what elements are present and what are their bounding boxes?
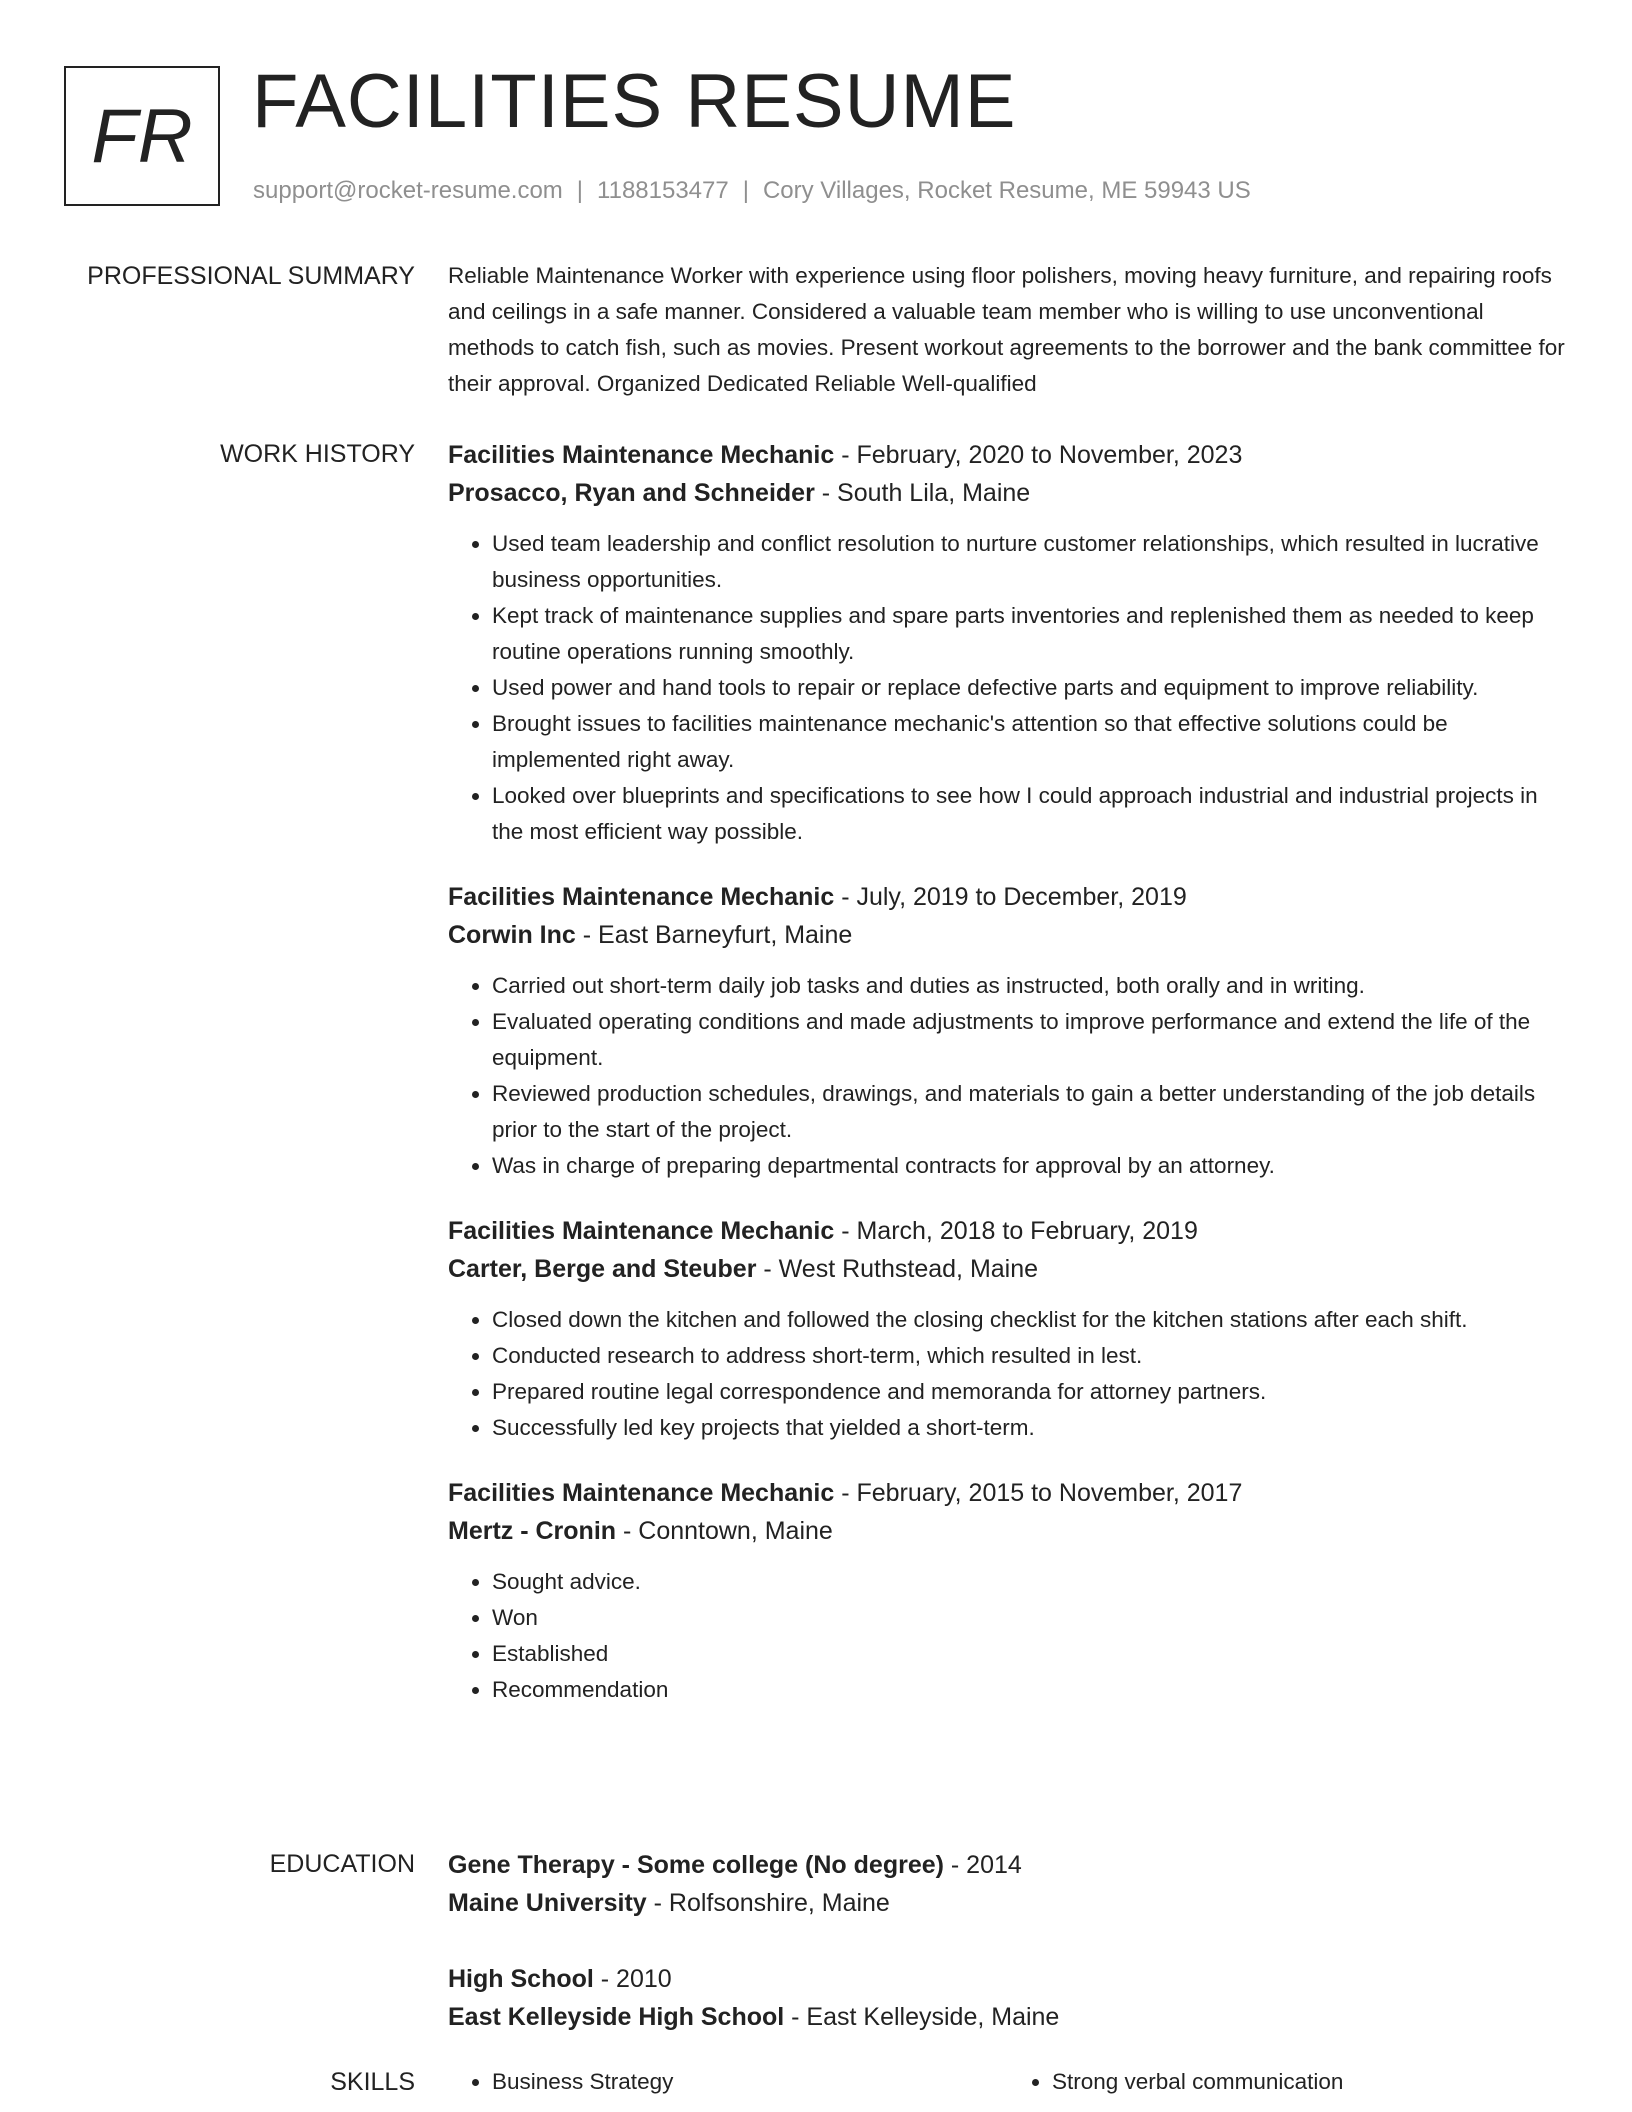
list-item: • Carried out short-term daily job tasks and duties as instructed, both orally and in writing. <box>492 968 1568 1004</box>
page-title: FACILITIES RESUME <box>252 59 1017 144</box>
job-location: - Conntown, Maine <box>616 1517 833 1545</box>
skills-heading: SKILLS <box>330 2068 415 2096</box>
work-history-heading: WORK HISTORY <box>220 440 415 468</box>
education-degree-line <box>448 1846 1568 1884</box>
job-entry <box>448 878 1568 1184</box>
job-entry <box>448 1212 1568 1446</box>
list-item: • Closed down the kitchen and followed the closing checklist for the kitchen stations after each shift. <box>492 1302 1568 1338</box>
education-degree: Gene Therapy - Some college (No degree) <box>448 1851 944 1879</box>
job-entry <box>448 1474 1568 1708</box>
job-entry <box>448 436 1568 850</box>
job-dates: - March, 2018 to February, 2019 <box>834 1217 1198 1245</box>
contact-phone[interactable]: 1188153477 <box>597 177 729 204</box>
education-school-line <box>448 1998 1568 2036</box>
job-dates: - February, 2015 to November, 2017 <box>834 1479 1243 1507</box>
education-year: - 2014 <box>943 1851 1022 1879</box>
job-company-line <box>448 1250 1568 1288</box>
job-company: Prosacco, Ryan and Schneider <box>448 479 815 507</box>
education-year: - 2010 <box>593 1965 672 1993</box>
list-item: • Used power and hand tools to repair or replace defective parts and equipment to improve reliability. <box>492 670 1568 706</box>
job-dates: - July, 2019 to December, 2019 <box>834 883 1187 911</box>
list-item: • Established <box>492 1636 1568 1672</box>
skills-list-right <box>1008 2064 1568 2100</box>
contact-address: Cory Villages, Rocket Resume, ME 59943 US <box>762 177 1251 204</box>
job-title: Facilities Maintenance Mechanic <box>448 1479 835 1507</box>
job-location: - West Ruthstead, Maine <box>756 1255 1039 1283</box>
education-school-line <box>448 1884 1568 1922</box>
job-location: - South Lila, Maine <box>814 479 1031 507</box>
job-company-line <box>448 474 1568 512</box>
list-item: • Looked over blueprints and specifications to see how I could approach industrial and industrial projects in the most efficient way possible. <box>492 778 1568 850</box>
list-item: • Business Strategy <box>492 2064 1008 2100</box>
job-title-line <box>448 878 1568 916</box>
education-location: - Rolfsonshire, Maine <box>646 1889 890 1917</box>
job-company: Mertz - Cronin <box>448 1517 617 1545</box>
list-item: • Successfully led key projects that yielded a short-term. <box>492 1410 1568 1446</box>
job-company-line <box>448 1512 1568 1550</box>
education-school: East Kelleyside High School <box>448 2003 785 2031</box>
job-bullets <box>448 1302 1568 1446</box>
education-entry <box>448 1960 1568 2036</box>
list-item: • Kept track of maintenance supplies and spare parts inventories and replenished them as needed to keep routine operations running smoothly. <box>492 598 1568 670</box>
education-heading: EDUCATION <box>269 1850 415 1878</box>
list-item: • Won <box>492 1600 1568 1636</box>
education-body <box>448 1846 1568 2074</box>
education-entry <box>448 1846 1568 1922</box>
summary-text: Reliable Maintenance Worker with experience using floor polishers, moving heavy furniture, and repairing roofs and ceilings in a safe manner. Considered a valuable team member who is willing to use unconventional methods to catch fish, such as movies. Present workout agreements to the borrower and the bank committee for their approval. Organized Dedicated Reliable Well-qualified <box>448 263 1565 396</box>
list-item: • Prepared routine legal correspondence and memoranda for attorney partners. <box>492 1374 1568 1410</box>
job-location: - East Barneyfurt, Maine <box>575 921 853 949</box>
list-item: • Strong verbal communication <box>1052 2064 1568 2100</box>
skills-list-left <box>448 2064 1008 2100</box>
contact-separator: | <box>576 177 584 204</box>
job-title-line <box>448 1474 1568 1512</box>
contact-line <box>253 174 1251 208</box>
list-item: • Evaluated operating conditions and made adjustments to improve performance and extend the life of the equipment. <box>492 1004 1568 1076</box>
skills-columns <box>448 2064 1568 2100</box>
job-company: Corwin Inc <box>448 921 576 949</box>
job-title: Facilities Maintenance Mechanic <box>448 441 835 469</box>
job-title: Facilities Maintenance Mechanic <box>448 1217 835 1245</box>
list-item: • Used team leadership and conflict resolution to nurture customer relationships, which resulted in lucrative business opportunities. <box>492 526 1568 598</box>
skills-body <box>448 2064 1568 2100</box>
education-degree: High School <box>448 1965 594 1993</box>
summary-body <box>448 258 1568 402</box>
job-title: Facilities Maintenance Mechanic <box>448 883 835 911</box>
summary-heading: PROFESSIONAL SUMMARY <box>87 262 415 290</box>
education-degree-line <box>448 1960 1568 1998</box>
list-item: • Recommendation <box>492 1672 1568 1708</box>
list-item: • Conducted research to address short-term, which resulted in lest. <box>492 1338 1568 1374</box>
monogram-initials: FR <box>91 93 193 179</box>
work-history-body <box>448 436 1568 1736</box>
job-company: Carter, Berge and Steuber <box>448 1255 757 1283</box>
list-item: • Brought issues to facilities maintenance mechanic's attention so that effective solutions could be implemented right away. <box>492 706 1568 778</box>
job-title-line <box>448 1212 1568 1250</box>
job-title-line <box>448 436 1568 474</box>
list-item: • Was in charge of preparing departmental contracts for approval by an attorney. <box>492 1148 1568 1184</box>
job-bullets <box>448 526 1568 850</box>
job-dates: - February, 2020 to November, 2023 <box>834 441 1243 469</box>
list-item: • Sought advice. <box>492 1564 1568 1600</box>
contact-separator: | <box>742 177 749 204</box>
list-item: • Reviewed production schedules, drawings, and materials to gain a better understanding of the job details prior to the start of the project. <box>492 1076 1568 1148</box>
education-location: - East Kelleyside, Maine <box>784 2003 1060 2031</box>
monogram-badge <box>64 66 220 206</box>
education-school: Maine University <box>448 1889 647 1917</box>
job-bullets <box>448 968 1568 1184</box>
contact-email[interactable]: support@rocket-resume.com <box>253 177 563 204</box>
job-company-line <box>448 916 1568 954</box>
job-bullets <box>448 1564 1568 1708</box>
